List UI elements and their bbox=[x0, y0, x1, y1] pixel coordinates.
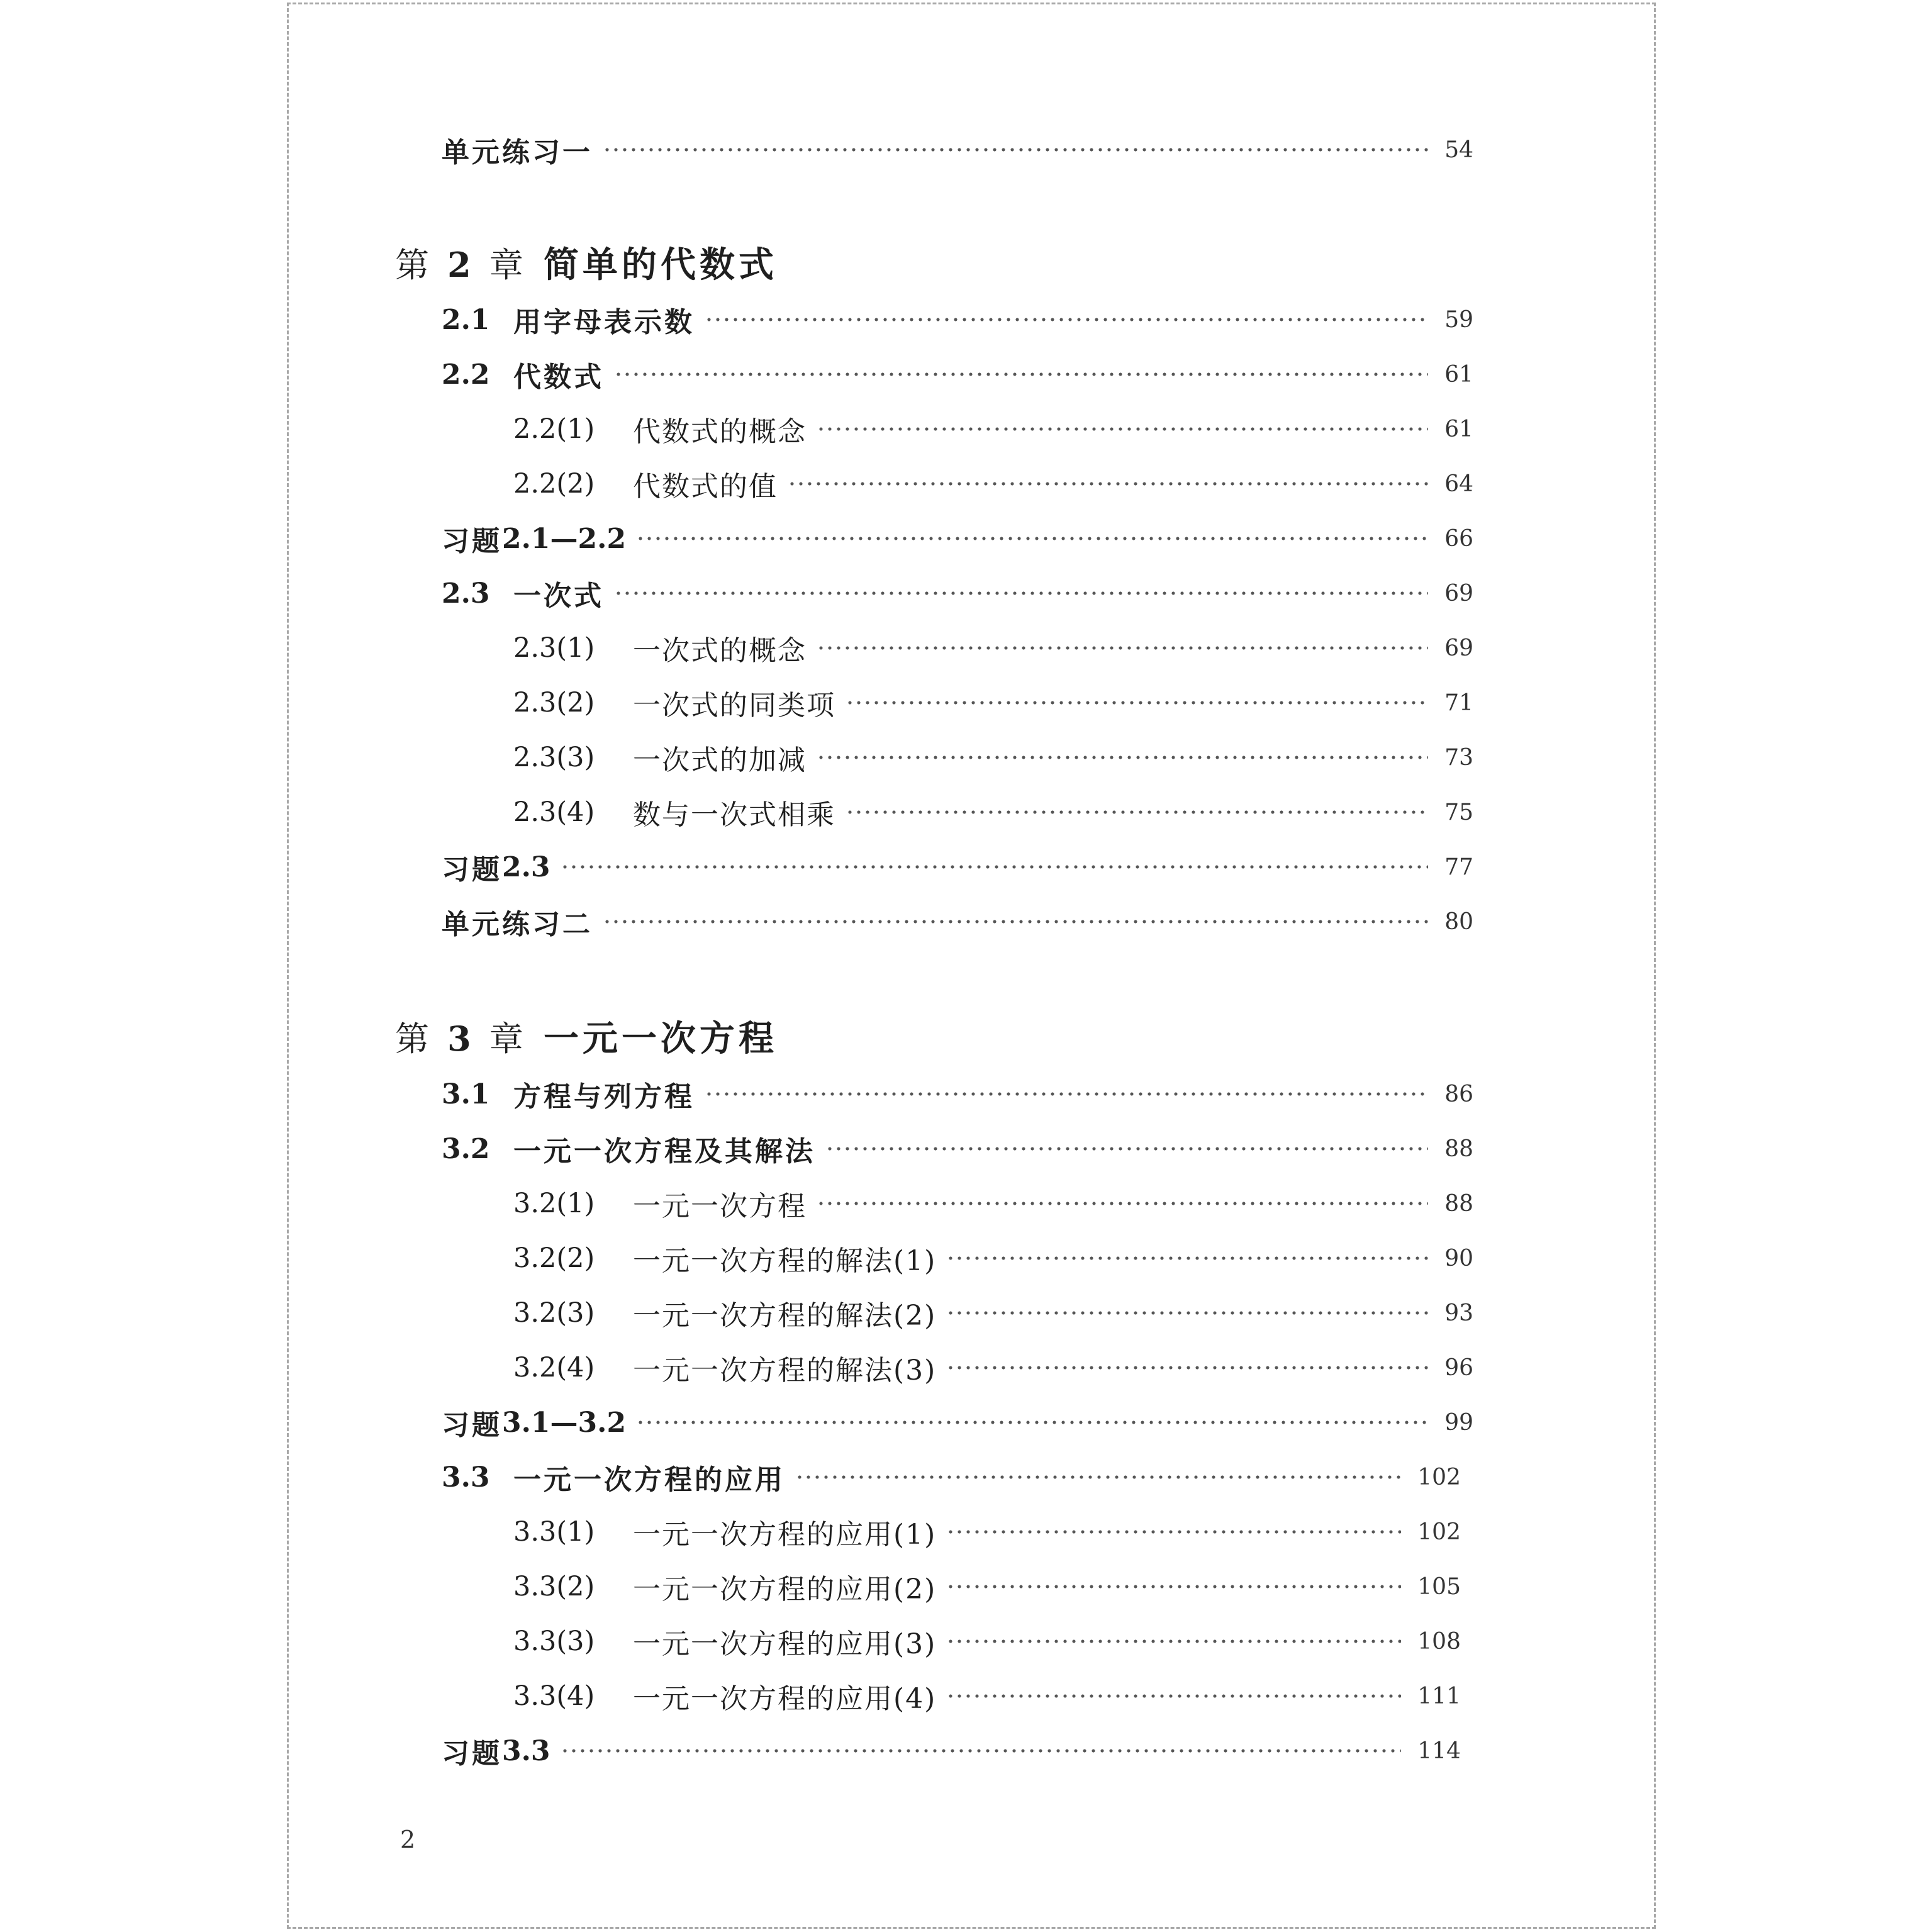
section-title: 一次式 bbox=[513, 580, 604, 612]
dot-leader bbox=[561, 845, 1429, 889]
subsection-title: 一元一次方程的应用(4) bbox=[633, 1683, 937, 1715]
subsection-number: 2.2(1) bbox=[513, 413, 595, 445]
subsection-number: 3.3(3) bbox=[513, 1626, 595, 1657]
section-number: 3.1 bbox=[442, 1078, 490, 1110]
toc-entry-section[interactable] bbox=[442, 1127, 1473, 1171]
dot-leader bbox=[946, 1510, 1401, 1554]
toc-entry-section[interactable] bbox=[442, 298, 1473, 342]
exercise-number: 2.3 bbox=[502, 851, 550, 883]
section-number: 2.1 bbox=[442, 303, 490, 336]
toc-entry-section[interactable] bbox=[442, 1455, 1461, 1499]
subsection-number: 3.3(1) bbox=[513, 1516, 595, 1548]
toc-page-number: 99 bbox=[1444, 1409, 1473, 1436]
exercise-label: 习题 bbox=[442, 1738, 502, 1770]
subsection-title: 一元一次方程的应用(3) bbox=[633, 1628, 937, 1660]
subsection-title: 代数式的值 bbox=[633, 471, 778, 503]
toc-page-number: 114 bbox=[1417, 1738, 1461, 1764]
dot-leader bbox=[946, 1674, 1401, 1718]
chapter-title: 简单的代数式 bbox=[544, 244, 778, 286]
subsection-title: 一次式的同类项 bbox=[633, 690, 835, 722]
toc-page-number: 69 bbox=[1444, 580, 1473, 606]
toc-page-number: 75 bbox=[1444, 799, 1473, 825]
subsection-number: 2.3(1) bbox=[513, 632, 595, 664]
toc-entry-subsection[interactable] bbox=[442, 407, 1473, 451]
subsection-title: 一元一次方程的解法(2) bbox=[633, 1300, 937, 1332]
dot-leader bbox=[946, 1346, 1428, 1390]
toc-page-number: 80 bbox=[1444, 908, 1473, 935]
subsection-number: 3.2(1) bbox=[513, 1188, 595, 1219]
subsection-title: 一次式的概念 bbox=[633, 635, 807, 667]
subsection-number: 2.3(2) bbox=[513, 687, 595, 718]
chapter-number: 3 bbox=[447, 1018, 475, 1059]
chapter-heading-3 bbox=[395, 1008, 778, 1064]
toc-entry-subsection[interactable] bbox=[442, 790, 1473, 834]
dot-leader bbox=[846, 681, 1428, 725]
toc-page-number: 69 bbox=[1444, 635, 1473, 661]
dot-leader bbox=[636, 1400, 1428, 1444]
dot-leader bbox=[788, 462, 1428, 506]
dot-leader bbox=[846, 790, 1428, 834]
toc-page-number: 61 bbox=[1444, 416, 1473, 442]
subsection-number: 3.2(3) bbox=[513, 1297, 595, 1329]
toc-entry-subsection[interactable] bbox=[442, 1346, 1473, 1390]
toc-entry-subsection[interactable] bbox=[442, 735, 1473, 779]
toc-page-number: 71 bbox=[1444, 690, 1473, 716]
dot-leader bbox=[817, 407, 1428, 451]
toc-entry-exercise[interactable] bbox=[442, 845, 1473, 889]
chapter-label: 第 2 章 bbox=[395, 244, 527, 285]
dot-leader bbox=[561, 1729, 1402, 1773]
section-title: 一元一次方程及其解法 bbox=[513, 1136, 815, 1168]
section-title: 用字母表示数 bbox=[513, 306, 695, 338]
toc-page-number: 88 bbox=[1444, 1136, 1473, 1162]
page-folio-number: 2 bbox=[400, 1826, 416, 1853]
section-title: 方程与列方程 bbox=[513, 1081, 695, 1113]
subsection-title: 一元一次方程的应用(2) bbox=[633, 1573, 937, 1605]
toc-page-number: 61 bbox=[1444, 361, 1473, 388]
dot-leader bbox=[825, 1127, 1428, 1171]
dot-leader bbox=[817, 735, 1428, 779]
toc-entry-section[interactable] bbox=[442, 352, 1473, 396]
toc-page-number: 66 bbox=[1444, 525, 1473, 552]
toc-entry-title: 单元练习一 bbox=[442, 137, 593, 169]
dot-leader bbox=[705, 1072, 1428, 1116]
section-number: 3.3 bbox=[442, 1461, 490, 1494]
section-number: 2.3 bbox=[442, 577, 490, 610]
subsection-title: 一元一次方程的解法(3) bbox=[633, 1354, 937, 1387]
toc-entry-unit-exercise-1[interactable] bbox=[442, 128, 1473, 172]
toc-entry-section[interactable] bbox=[442, 571, 1473, 615]
dot-leader bbox=[614, 571, 1428, 615]
subsection-title: 一次式的加减 bbox=[633, 744, 807, 776]
toc-page-number: 86 bbox=[1444, 1081, 1473, 1107]
dot-leader bbox=[603, 128, 1428, 172]
chapter-title: 一元一次方程 bbox=[544, 1018, 778, 1059]
toc-entry-exercise[interactable] bbox=[442, 517, 1473, 561]
toc-page-number: 73 bbox=[1444, 744, 1473, 771]
subsection-number: 2.3(3) bbox=[513, 742, 595, 773]
section-title: 一元一次方程的应用 bbox=[513, 1464, 785, 1496]
subsection-number: 3.3(4) bbox=[513, 1680, 595, 1712]
subsection-title: 一元一次方程的解法(1) bbox=[633, 1245, 937, 1277]
dot-leader bbox=[705, 298, 1428, 342]
toc-entry-section[interactable] bbox=[442, 1072, 1473, 1116]
toc-entry-exercise[interactable] bbox=[442, 1729, 1461, 1773]
subsection-title: 代数式的概念 bbox=[633, 416, 807, 448]
toc-page-number: 111 bbox=[1417, 1683, 1461, 1709]
toc-entry-subsection[interactable] bbox=[442, 1236, 1473, 1280]
dot-leader bbox=[946, 1619, 1401, 1663]
toc-entry-subsection[interactable] bbox=[442, 1674, 1461, 1718]
dot-leader bbox=[946, 1291, 1428, 1335]
subsection-number: 3.3(2) bbox=[513, 1571, 595, 1602]
chapter-heading-2 bbox=[395, 234, 778, 291]
toc-page-number: 108 bbox=[1417, 1628, 1461, 1655]
subsection-title: 一元一次方程的应用(1) bbox=[633, 1519, 937, 1551]
toc-page-number: 102 bbox=[1417, 1464, 1461, 1490]
toc-page-number: 64 bbox=[1444, 471, 1473, 497]
toc-entry-subsection[interactable] bbox=[442, 1510, 1461, 1554]
exercise-number: 2.1—2.2 bbox=[502, 522, 627, 555]
subsection-number: 3.2(4) bbox=[513, 1352, 595, 1383]
dot-leader bbox=[614, 352, 1428, 396]
exercise-label: 习题 bbox=[442, 525, 502, 557]
toc-entry-subsection[interactable] bbox=[442, 1291, 1473, 1335]
exercise-number: 3.3 bbox=[502, 1734, 550, 1767]
toc-page-number: 77 bbox=[1444, 854, 1473, 880]
toc-entry-title: 单元练习二 bbox=[442, 908, 593, 941]
section-number: 3.2 bbox=[442, 1132, 490, 1165]
dot-leader bbox=[817, 626, 1428, 670]
toc-entry-subsection[interactable] bbox=[442, 681, 1473, 725]
subsection-title: 数与一次式相乘 bbox=[633, 799, 835, 831]
exercise-label: 习题 bbox=[442, 1409, 502, 1441]
toc-page-number: 102 bbox=[1417, 1519, 1461, 1545]
dot-leader bbox=[946, 1236, 1428, 1280]
toc-entry-subsection[interactable] bbox=[442, 626, 1473, 670]
toc-page-number: 88 bbox=[1444, 1190, 1473, 1217]
dot-leader bbox=[636, 517, 1428, 561]
chapter-number: 2 bbox=[447, 244, 475, 285]
toc-entry-subsection[interactable] bbox=[442, 462, 1473, 506]
exercise-label: 习题 bbox=[442, 854, 502, 886]
toc-page-number: 105 bbox=[1417, 1573, 1461, 1600]
exercise-number: 3.1—3.2 bbox=[502, 1406, 627, 1439]
subsection-number: 3.2(2) bbox=[513, 1242, 595, 1274]
subsection-number: 2.2(2) bbox=[513, 468, 595, 500]
toc-page-number: 59 bbox=[1444, 306, 1473, 333]
toc-page-number: 90 bbox=[1444, 1245, 1473, 1271]
toc-entry-subsection[interactable] bbox=[442, 1565, 1461, 1609]
toc-page-number: 96 bbox=[1444, 1354, 1473, 1381]
subsection-number: 2.3(4) bbox=[513, 796, 595, 828]
toc-entry-subsection[interactable] bbox=[442, 1619, 1461, 1663]
subsection-title: 一元一次方程 bbox=[633, 1190, 807, 1222]
toc-entry-subsection[interactable] bbox=[442, 1181, 1473, 1226]
dot-leader bbox=[946, 1565, 1401, 1609]
section-number: 2.2 bbox=[442, 358, 490, 391]
toc-entry-exercise[interactable] bbox=[442, 1400, 1473, 1444]
toc-page-number: 93 bbox=[1444, 1300, 1473, 1326]
toc-entry-unit-exercise-2[interactable] bbox=[442, 900, 1473, 944]
section-title: 代数式 bbox=[513, 361, 604, 393]
dot-leader bbox=[795, 1455, 1401, 1499]
dot-leader bbox=[817, 1181, 1428, 1226]
toc-page-number: 54 bbox=[1444, 137, 1473, 163]
dot-leader bbox=[603, 900, 1428, 944]
chapter-label: 第 3 章 bbox=[395, 1018, 527, 1059]
